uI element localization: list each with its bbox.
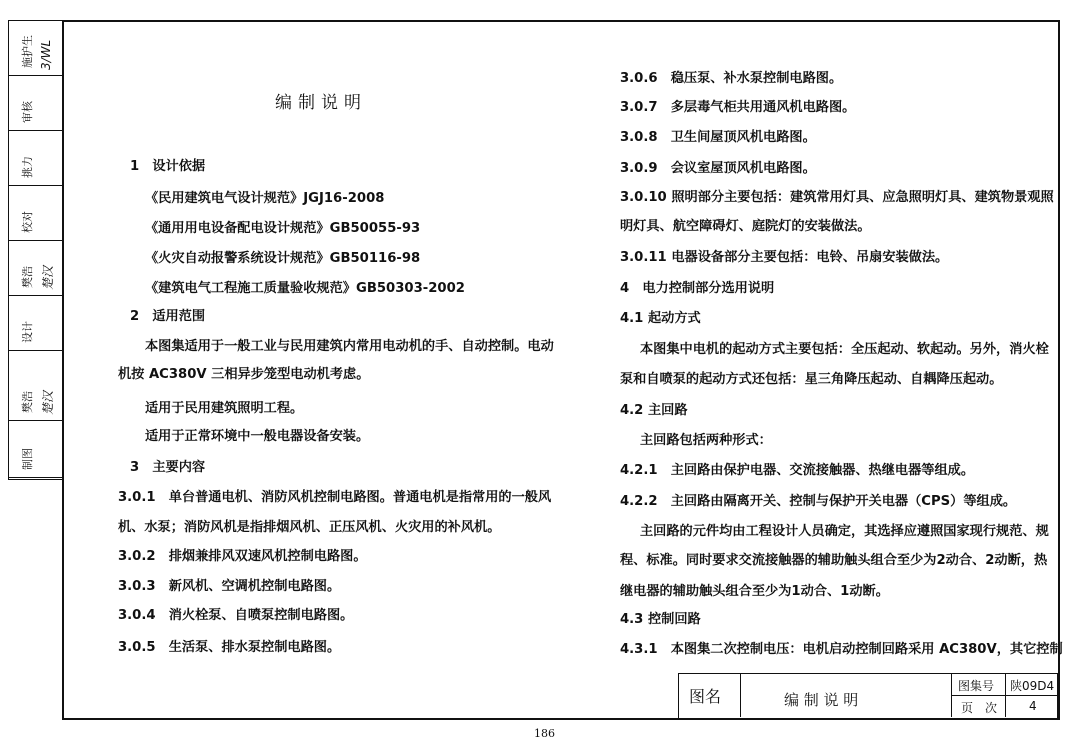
page-title: 编制说明 — [275, 93, 367, 113]
left-text-line: 3.0.5 生活泵、排水泵控制电路图。 — [118, 640, 341, 655]
left-text-line: 3.0.3 新风机、空调机控制电路图。 — [118, 579, 341, 594]
left-text-line: 3.0.1 单台普通电机、消防风机控制电路图。普通电机是指常用的一般风 — [118, 490, 552, 505]
right-text-line: 4.3.1 本图集二次控制电压：电机启动控制回路采用 AC380V，其它控制 — [620, 642, 1063, 657]
signature: 楚汉 — [41, 390, 55, 415]
atlas-no-label: 图集号 — [958, 679, 995, 693]
right-text-line: 4.3 控制回路 — [620, 612, 701, 627]
left-text-line: 机按 AC380V 三相异步笼型电动机考虑。 — [118, 367, 370, 382]
right-text-line: 4.2 主回路 — [620, 403, 688, 418]
left-text-line: 适用于民用建筑照明工程。 — [145, 401, 304, 416]
left-text-line: 机、水泵；消防风机是指排烟风机、正压风机、火灾用的补风机。 — [118, 520, 501, 535]
right-text-line: 明灯具、航空障碍灯、庭院灯的安装做法。 — [620, 219, 871, 234]
title-block-name-label: 图名 — [689, 687, 722, 706]
sidebar-label: 施护生 — [21, 35, 34, 68]
left-text-line: 《建筑电气工程施工质量验收规范》GB50303-2002 — [145, 281, 465, 296]
right-text-line: 程、标准。同时要求交流接触器的辅助触头组合至少为2动合、2动断，热 — [620, 553, 1048, 568]
left-text-line: 《火灾自动报警系统设计规范》GB50116-98 — [145, 251, 421, 266]
title-block-name: 编 制 说 明 — [784, 691, 859, 709]
signature: 3/WL — [39, 39, 53, 70]
atlas-no: 陕09D4 — [1010, 679, 1055, 693]
sidebar-cell — [9, 241, 63, 296]
right-text-line: 泵和自喷泵的起动方式还包括：星三角降压起动、自耦降压起动。 — [620, 372, 1003, 387]
sidebar-label: 樊浩 — [21, 391, 34, 413]
title-block — [678, 673, 1058, 719]
sidebar-cell — [9, 21, 63, 76]
sidebar-label: 樊浩 — [21, 266, 34, 288]
sidebar-label: 校对 — [21, 211, 34, 233]
page-label: 页 次 — [961, 701, 998, 715]
right-text-line: 3.0.8 卫生间屋顶风机电路图。 — [620, 130, 816, 145]
left-text-line: 《通用用电设备配电设计规范》GB50055-93 — [145, 221, 421, 236]
left-text-line: 3 主要内容 — [130, 460, 206, 475]
right-text-line: 3.0.11 电器设备部分主要包括：电铃、吊扇安装做法。 — [620, 250, 949, 265]
left-text-line: 2 适用范围 — [130, 309, 206, 324]
sidebar-label: 制图 — [21, 448, 34, 470]
sidebar-cell — [9, 131, 63, 186]
sidebar-cell — [9, 76, 63, 131]
right-text-line: 3.0.9 会议室屋顶风机电路图。 — [620, 161, 816, 176]
left-text-line: 《民用建筑电气设计规范》JGJ16-2008 — [145, 191, 385, 206]
sidebar-label: 审核 — [21, 101, 34, 123]
left-text-line: 1 设计依据 — [130, 159, 206, 174]
left-text-line: 本图集适用于一般工业与民用建筑内常用电动机的手、自动控制。电动 — [145, 339, 554, 354]
page-value: 4 — [1029, 699, 1037, 713]
left-text-line: 3.0.2 排烟兼排风双速风机控制电路图。 — [118, 549, 367, 564]
page-number: 186 — [534, 727, 555, 740]
right-text-line: 4.1 起动方式 — [620, 311, 701, 326]
right-text-line: 3.0.10 照明部分主要包括：建筑常用灯具、应急照明灯具、建筑物景观照 — [620, 190, 1054, 205]
right-text-line: 4.2.1 主回路由保护电器、交流接触器、热继电器等组成。 — [620, 463, 975, 478]
sidebar-cell — [9, 421, 63, 478]
right-text-line: 主回路包括两种形式： — [640, 433, 772, 448]
sidebar-cell — [9, 296, 63, 351]
right-text-line: 继电器的辅助触头组合至少为1动合、1动断。 — [620, 584, 889, 599]
signature: 楚汉 — [41, 265, 55, 290]
right-text-line: 4.2.2 主回路由隔离开关、控制与保护开关电器（CPS）等组成。 — [620, 494, 1017, 509]
sidebar-cell — [9, 186, 63, 241]
sidebar-label: 设计 — [21, 321, 34, 343]
right-text-line: 本图集中电机的起动方式主要包括：全压起动、软起动。另外，消火栓 — [640, 342, 1049, 357]
left-text-line: 适用于正常环境中一般电器设备安装。 — [145, 429, 370, 444]
right-text-line: 4 电力控制部分选用说明 — [620, 281, 775, 296]
right-text-line: 3.0.7 多层毒气柜共用通风机电路图。 — [620, 100, 856, 115]
sidebar-label: 挑力 — [21, 156, 34, 178]
right-text-line: 主回路的元件均由工程设计人员确定，其选择应遵照国家现行规范、规 — [640, 524, 1049, 539]
approval-sidebar — [8, 20, 64, 480]
right-text-line: 3.0.6 稳压泵、补水泵控制电路图。 — [620, 71, 843, 86]
left-text-line: 3.0.4 消火栓泵、自喷泵控制电路图。 — [118, 608, 354, 623]
sidebar-cell — [9, 351, 63, 421]
